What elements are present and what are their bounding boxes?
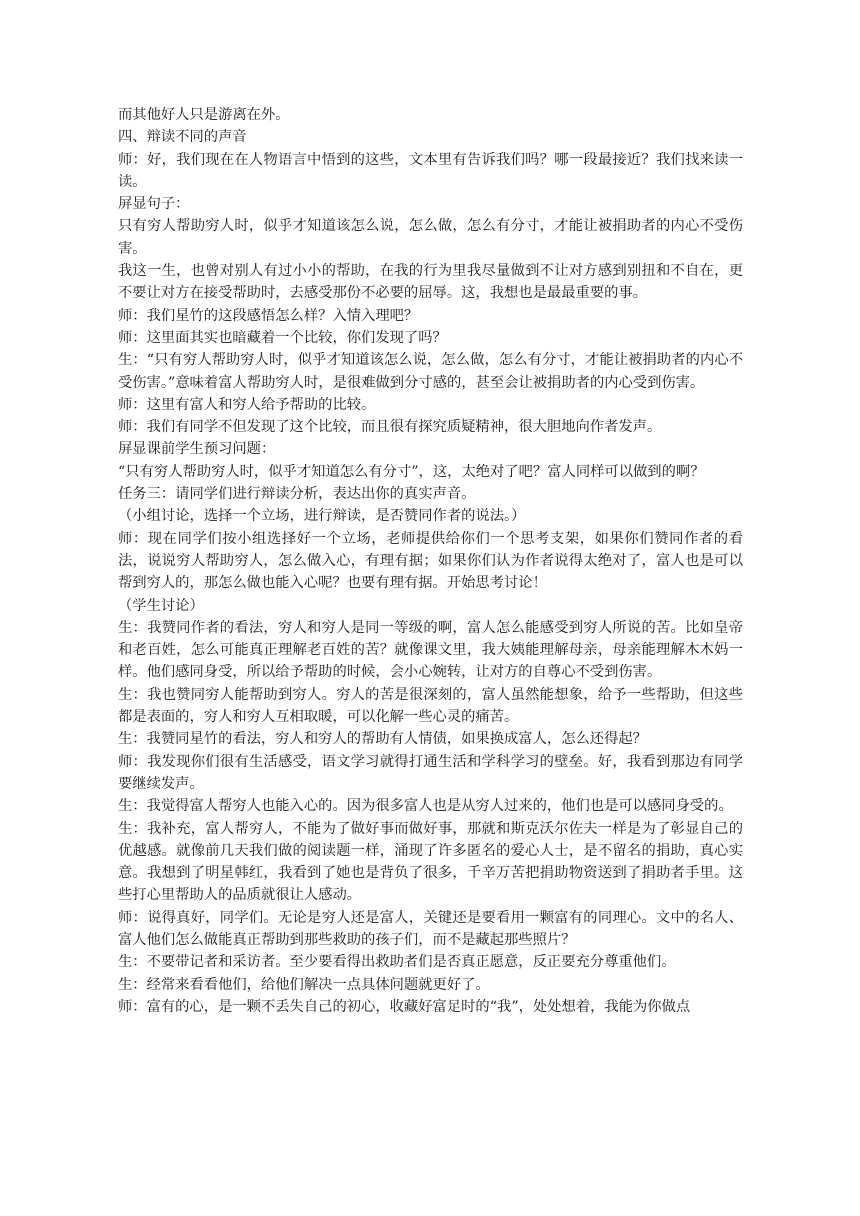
paragraph: 生：不要带记者和采访者。至少要看得出救助者们是否真正愿意，反正要充分尊重他们。 — [118, 954, 676, 971]
paragraph: 师：我发现你们很有生活感受，语文学习就得打通生活和学科学习的壁垒。好，我看到那边有同学要继续发声。 — [118, 753, 743, 792]
paragraph: 师：我们有同学不但发现了这个比较，而且很有探究质疑精神，很大胆地向作者发声。 — [118, 419, 662, 436]
paragraph: 生：我觉得富人帮穷人也能入心的。因为很多富人也是从穷人过来的，他们也是可以感同身受的。 — [118, 798, 733, 815]
paragraph: 师：富有的心，是一颗不丢失自己的初心，收藏好富足时的“我”，处处想着，我能为你做点 — [118, 998, 691, 1015]
section-heading: 四、辩读不同的声音 — [118, 129, 247, 146]
paragraph: 师：说得真好，同学们。无论是穷人还是富人，关键还是要看用一颗富有的同理心。文中的名人、富人他们怎么做能真正帮助到那些救助的孩子们，而不是藏起那些照片？ — [118, 909, 743, 948]
paragraph: 师：这里有富人和穷人给予帮助的比较。 — [118, 396, 376, 413]
paragraph: 生：我赞同星竹的看法，穷人和穷人的帮助有人情债，如果换成富人，怎么还得起？ — [118, 731, 647, 748]
paragraph: （小组讨论，选择一个立场，进行辩读，是否赞同作者的说法。） — [118, 508, 526, 525]
paragraph: 师：好，我们现在在人物语言中悟到的这些，文本里有告诉我们吗？哪一段最接近？我们找来读一读。 — [118, 151, 743, 190]
paragraph: 生：我补充，富人帮穷人，不能为了做好事而做好事，那就和斯克沃尔佐夫一样是为了彰显自己的优越感。就像前几天我们做的阅读题一样，涌现了许多匿名的爱心人士，是不留名的捐助，真心实意。我想到了明星韩红，我看到了她也是背负了很多，千辛万苦把捐助物资送到了捐助者手里。这些打心里帮助人的品质就很让人感动。 — [118, 820, 743, 904]
paragraph: 师：现在同学们按小组选择好一个立场，老师提供给你们一个思考支架，如果你们赞同作者的看法，说说穷人帮助穷人，怎么做入心，有理有据；如果你们认为作者说得太绝对了，富人也是可以帮到穷人的，那怎么做也能入心呢？也要有理有据。开始思考讨论！ — [118, 530, 743, 592]
paragraph: 生：“只有穷人帮助穷人时，似乎才知道该怎么说，怎么做，怎么有分寸，才能让被捐助者的内心不受伤害。”意味着富人帮助穷人时，是很难做到分寸感的，甚至会让被捐助者的内心受到伤害。 — [118, 352, 743, 391]
quoted-sentence: 我这一生，也曾对别人有过小小的帮助，在我的行为里我尽量做到不让对方感到别扭和不自在，更不要让对方在接受帮助时，去感受那份不必要的屈辱。这，我想也是最最重要的事。 — [118, 263, 743, 302]
paragraph: “只有穷人帮助穷人时，似乎才知道怎么有分寸”，这，太绝对了吧？富人同样可以做到的啊？ — [118, 463, 705, 480]
paragraph: 生：我也赞同穷人能帮助到穷人。穷人的苦是很深刻的，富人虽然能想象，给予一些帮助，但这些都是表面的，穷人和穷人互相取暖，可以化解一些心灵的痛苦。 — [118, 686, 743, 726]
paragraph: （学生讨论） — [118, 597, 204, 614]
document-body — [118, 104, 743, 1018]
paragraph: 屏显课前学生预习问题： — [118, 441, 276, 458]
paragraph: 师：我们星竹的这段感悟怎么样？入情入理吧？ — [118, 307, 419, 324]
paragraph: 生：我赞同作者的看法，穷人和穷人是同一等级的啊，富人怎么能感受到穷人所说的苦。比如皇帝和老百姓，怎么可能真正理解老百姓的苦？就像课文里，我大姨能理解母亲，母亲能理解木木妈一样。他们感同身受，所以给予帮助的时候，会小心婉转，让对方的自尊心不受到伤害。 — [118, 619, 743, 681]
quoted-sentence: 只有穷人帮助穷人时，似乎才知道该怎么说，怎么做，怎么有分寸，才能让被捐助者的内心不受伤害。 — [118, 218, 743, 257]
task-heading: 任务三：请同学们进行辩读分析，表达出你的真实声音。 — [118, 486, 476, 503]
paragraph: 屏显句子： — [118, 196, 190, 213]
paragraph: 生：经常来看看他们，给他们解决一点具体问题就更好了。 — [118, 976, 490, 993]
paragraph: 而其他好人只是游离在外。 — [118, 107, 290, 123]
paragraph: 师：这里面其实也暗藏着一个比较，你们发现了吗？ — [118, 329, 447, 346]
